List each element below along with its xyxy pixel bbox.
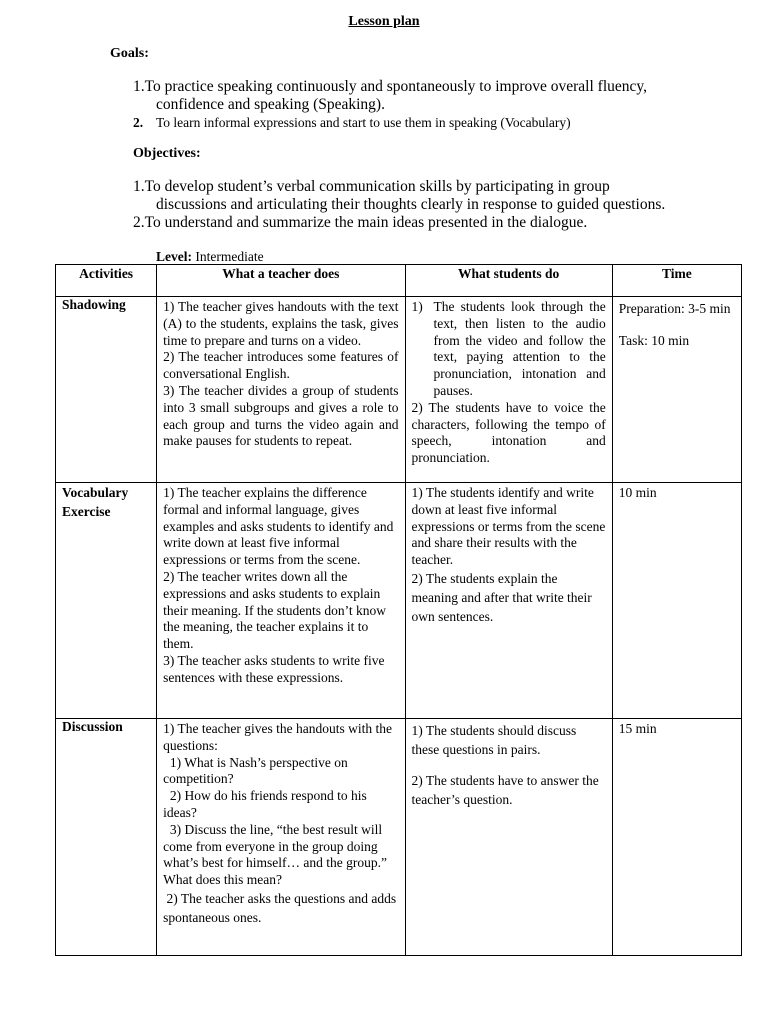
goal-item-2 [133, 114, 733, 131]
header-activities: Activities [56, 265, 157, 297]
teacher-question: 3) Discuss the line, “the best result will come from everyone in the group doing what’s best for himself… and the group.” What does this mean? [163, 821, 391, 888]
goal-text-1a: To practice speaking continuously and spontaneously to improve overall fluency, [144, 78, 648, 95]
teacher-cell [157, 297, 405, 483]
teacher-step: 2) The teacher writes down all the expressions and asks students to explain their meaning. If the students don’t know the meaning, the teacher explains it to them. [163, 568, 386, 652]
activity-cell [56, 483, 157, 719]
objective-number-2: 2. [133, 214, 145, 231]
teacher-cell [157, 483, 405, 719]
objective-text-1a: To develop student’s verbal communication skills by participating in group [144, 178, 610, 195]
teacher-step: 3) The teacher asks students to write five sentences with these expressions. [163, 652, 385, 685]
goal-text-2: To learn informal expressions and start to use them in speaking (Vocabulary) [156, 115, 571, 130]
objectives-heading: Objectives: [133, 146, 201, 161]
activity-cell: Discussion [56, 719, 157, 956]
goal-number-2: 2. [133, 115, 144, 130]
goal-number-1: 1. [133, 78, 145, 95]
teacher-step: 1) The teacher gives handouts with the text (A) to the students, explains the task, gives time to prepare and turns on a video. [163, 299, 399, 348]
student-step-number: 1) [411, 299, 423, 314]
students-cell [405, 297, 612, 483]
goal-text-1b: confidence and speaking (Speaking). [156, 96, 385, 113]
objective-item-1 [133, 178, 753, 232]
student-step [412, 299, 606, 400]
teacher-question: 1) What is Nash’s perspective on competition? [163, 754, 352, 787]
student-step: 2) The students explain the meaning and after that write their own sentences. [411, 570, 592, 624]
objective-number-1: 1. [133, 178, 145, 195]
goal-item-1 [133, 78, 733, 114]
student-step: 1) The students identify and write down at least five informal expressions or terms from the scene and share their results with the teacher. [411, 485, 606, 568]
activity-label: Vocabulary [62, 485, 129, 500]
table-header-row [56, 265, 742, 297]
objective-text-1b: discussions and articulating their thoughts clearly in response to guided questions. [156, 196, 666, 213]
table-row [56, 483, 742, 719]
teacher-step: 2) The teacher introduces some features of conversational English. [163, 349, 399, 382]
header-time: Time [612, 265, 741, 297]
activity-cell: Shadowing [56, 297, 157, 483]
time-cell: 15 min [612, 719, 741, 956]
header-students: What students do [405, 265, 612, 297]
header-teacher: What a teacher does [157, 265, 405, 297]
table-row [56, 297, 742, 483]
lesson-plan-table [55, 264, 742, 956]
teacher-step: 1) The teacher gives the handouts with the questions: [163, 721, 396, 753]
student-step-text: The students look through the text, then listen to the audio from the video and follow the text, paying attention to the pronunciation, intonation and pauses. [433, 299, 606, 398]
level-label: Level: [156, 249, 192, 264]
level-value: Intermediate [192, 249, 264, 264]
teacher-step: 3) The teacher divides a group of students into 3 small subgroups and gives a role to each group and turns the video again and make pauses for students to repeat. [163, 382, 399, 449]
time-value: Preparation: 3-5 min [618, 301, 731, 316]
student-step: 1) The students should discuss these questions in pairs. [411, 723, 577, 757]
teacher-cell [157, 719, 405, 956]
teacher-step: 1) The teacher explains the difference formal and informal language, gives examples and asks students to identify and write down at least five informal expressions or terms from the scene. [163, 485, 394, 568]
activity-label: Exercise [62, 504, 111, 519]
students-cell [405, 483, 612, 719]
objective-text-2: To understand and summarize the main ideas presented in the dialogue. [144, 214, 588, 231]
goals-heading: Goals: [110, 46, 149, 61]
time-cell: 10 min [612, 483, 741, 719]
teacher-step: 2) The teacher asks the questions and adds spontaneous ones. [163, 890, 400, 925]
teacher-question: 2) How do his friends respond to his ideas? [163, 788, 371, 820]
page-title: Lesson plan [348, 14, 420, 29]
time-value: Task: 10 min [618, 333, 690, 348]
student-step: 2) The students have to voice the characters, following the tempo of speech, intonation and pronunciation. [411, 399, 606, 466]
students-cell [405, 719, 612, 956]
table-row [56, 719, 742, 956]
student-step: 2) The students have to answer the teacher’s question. [411, 773, 599, 807]
time-cell [612, 297, 741, 483]
level-line [156, 249, 264, 265]
